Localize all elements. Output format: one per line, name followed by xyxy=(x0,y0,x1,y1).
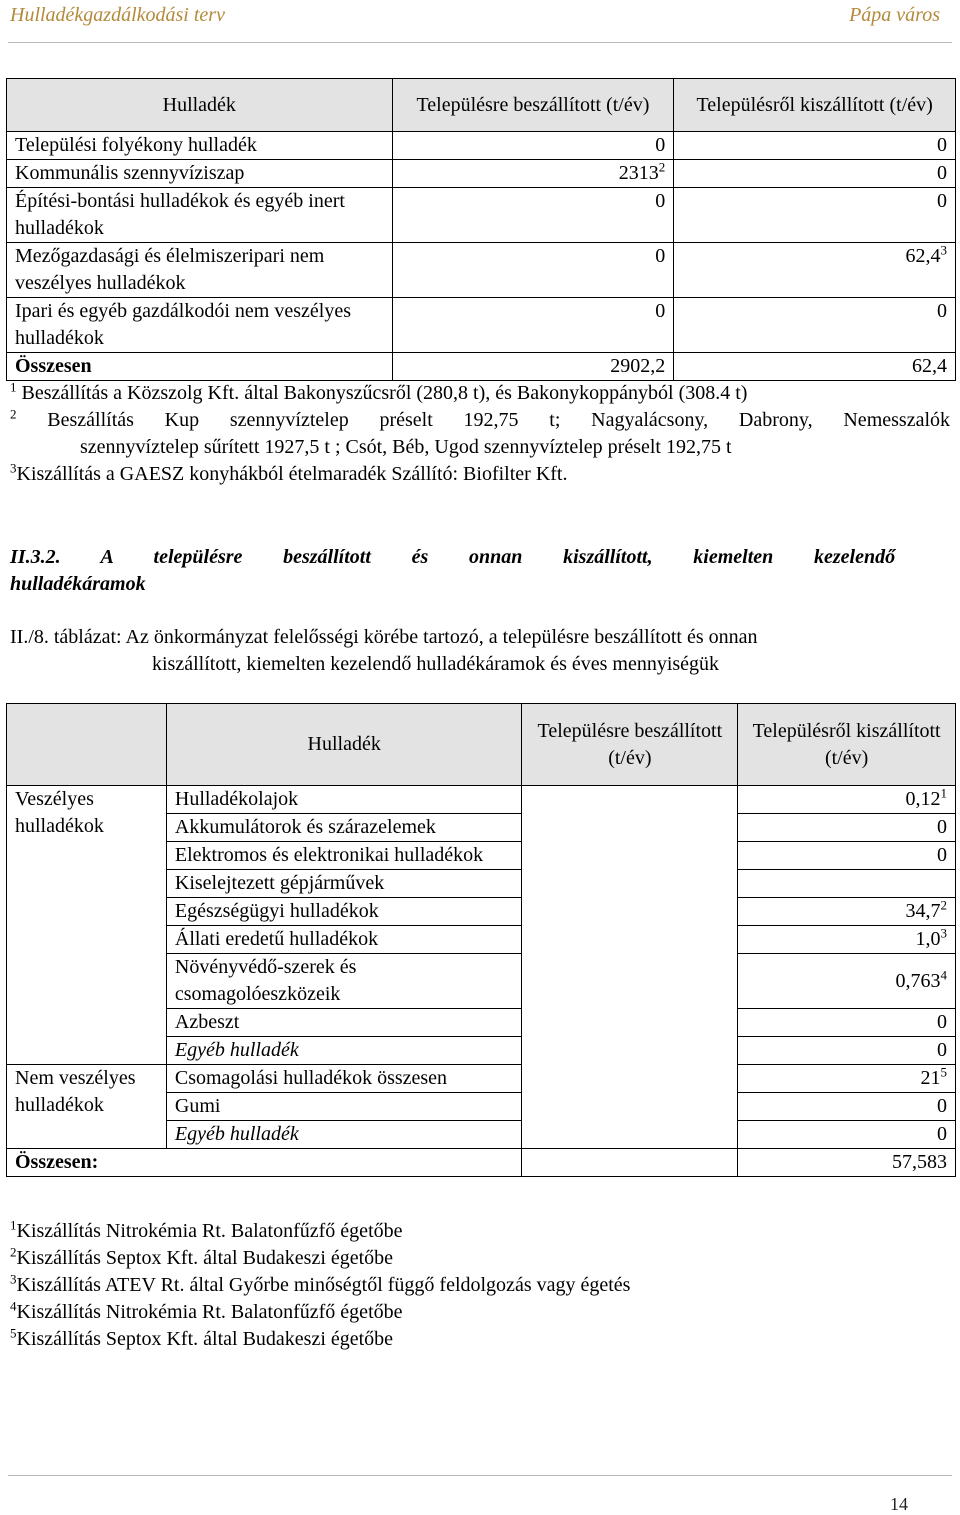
row-name: Települési folyékony hulladék xyxy=(7,132,393,160)
total-label: Összesen xyxy=(7,353,393,381)
row-in-value: 0 xyxy=(655,134,666,156)
row-name: Mezőgazdasági és élelmiszeripari nem veszélyes hulladékok xyxy=(7,243,393,298)
header-divider xyxy=(8,42,952,43)
group-label: Nem veszélyes hulladékok xyxy=(7,1065,167,1149)
total-out: 62,4 xyxy=(674,353,956,381)
row-in xyxy=(392,188,674,243)
table1-body xyxy=(7,132,956,353)
section-title-line1 xyxy=(10,544,895,571)
table-row xyxy=(7,188,956,243)
table1-footnotes xyxy=(10,380,950,488)
row-name: Állati eredetű hulladékok xyxy=(166,926,522,954)
row-name: Hulladékolajok xyxy=(166,786,522,814)
footer-divider xyxy=(8,1475,952,1476)
row-out-value: 0 xyxy=(937,844,947,866)
section-title-word: kiemelten xyxy=(693,546,774,568)
table-row xyxy=(7,1065,956,1093)
row-out-value: 0,763 xyxy=(895,969,941,992)
row-name: Építési-bontási hulladékok és egyéb inert hulladékok xyxy=(7,188,393,243)
row-in xyxy=(522,842,738,870)
row-out-footnote-ref: 3 xyxy=(940,925,947,941)
footnote-2-cont: szennyvíztelep sűrített 1927,5 t ; Csót, Béb, Ugod szennyvíztelep préselt 192,75 t xyxy=(80,436,732,458)
section-title-word: A xyxy=(100,546,113,568)
row-out xyxy=(738,1121,956,1149)
row-in xyxy=(522,814,738,842)
inflow-outflow-table xyxy=(6,78,956,381)
footnote2-4: $^4$Kiszállítás Nitrokémia Rt. Balatonfűzfő égetőbe xyxy=(10,1298,403,1323)
table-row xyxy=(7,132,956,160)
row-out-value: 1,0 xyxy=(915,928,941,950)
table-total-row xyxy=(7,353,956,381)
row-in xyxy=(522,1065,738,1093)
row-in-value: 0 xyxy=(655,300,666,322)
row-out-footnote-ref: 3 xyxy=(940,242,947,258)
row-out-value: 62,4 xyxy=(905,245,941,267)
col-header-out: Településről kiszállított (t/év) xyxy=(674,79,956,132)
row-out-value: 0 xyxy=(937,134,947,156)
footnote-2: $^2$ Beszállítás Kup szennyvíztelep préselt 192,75 t; Nagyalácsony, Dabrony, Nemesszalók xyxy=(10,406,950,431)
footnote2-5: $^5$Kiszállítás Septox Kft. által Budakeszi égetőbe xyxy=(10,1325,394,1350)
row-name: Kommunális szennyvíziszap xyxy=(7,160,393,188)
footnote2-1: $^1$Kiszállítás Nitrokémia Rt. Balatonfűzfő égetőbe xyxy=(10,1217,403,1242)
section-title-word: beszállított xyxy=(283,546,371,568)
row-out xyxy=(738,842,956,870)
section-title-line2: hulladékáramok xyxy=(10,573,146,595)
row-out-value: 34,7 xyxy=(905,900,941,922)
row-out-value: 0 xyxy=(937,162,947,184)
table-header-row xyxy=(7,79,956,132)
row-out xyxy=(738,926,956,954)
table2-header-row xyxy=(7,704,956,786)
header-city: Pápa város xyxy=(849,4,940,26)
section-title-word: kezelendő xyxy=(814,546,896,568)
row-out xyxy=(738,814,956,842)
row-out-value: 0 xyxy=(937,1095,947,1117)
row-out-value: 0 xyxy=(937,1039,947,1061)
row-in xyxy=(522,1093,738,1121)
table2-footnotes xyxy=(10,1218,630,1353)
col-header-in: Településre beszállított (t/év) xyxy=(392,79,674,132)
footnote-1: $^1$ Beszállítás a Közszolg Kft. által Bakonyszűcsről (280,8 t), és Bakonykoppányból (308.4 t) xyxy=(10,379,748,404)
total2-in xyxy=(522,1149,738,1177)
footnote-3: $^3$Kiszállítás a GAESZ konyhákból ételmaradék Szállító: Biofilter Kft. xyxy=(10,460,568,485)
row-out xyxy=(738,954,956,1009)
row-out xyxy=(674,160,956,188)
row-out xyxy=(674,188,956,243)
col-header-out2: Településről kiszállított (t/év) xyxy=(738,704,956,786)
total2-label: Összesen: xyxy=(7,1149,522,1177)
row-in xyxy=(392,243,674,298)
row-in xyxy=(392,160,674,188)
row-out-footnote-ref: 4 xyxy=(940,966,947,982)
row-out xyxy=(674,243,956,298)
row-out-footnote-ref: 2 xyxy=(940,897,947,913)
row-out xyxy=(738,1037,956,1065)
row-out xyxy=(738,1065,956,1093)
row-out xyxy=(738,1009,956,1037)
row-in-footnote-ref: 2 xyxy=(658,159,666,175)
row-out xyxy=(738,870,956,898)
hazardous-waste-table xyxy=(6,703,956,1177)
row-out-value: 21 xyxy=(920,1067,941,1089)
row-in xyxy=(522,870,738,898)
header-empty-cell xyxy=(7,704,167,786)
table-row xyxy=(7,243,956,298)
total-in: 2902,2 xyxy=(392,353,674,381)
row-in xyxy=(522,1037,738,1065)
row-out-value: 0 xyxy=(937,190,947,212)
col-header-in2: Településre beszállított (t/év) xyxy=(522,704,738,786)
table-row xyxy=(7,298,956,353)
row-out xyxy=(674,132,956,160)
row-name: Gumi xyxy=(166,1093,522,1121)
row-out-value: 0,12 xyxy=(905,788,941,810)
col-header-hulladek2: Hulladék xyxy=(166,704,522,786)
footnote2-3: $^3$Kiszállítás ATEV Rt. által Győrbe minőségtől függő feldolgozás vagy égetés xyxy=(10,1271,631,1296)
table2-body xyxy=(7,786,956,1149)
table-row xyxy=(7,786,956,814)
col-header-hulladek: Hulladék xyxy=(7,79,393,132)
table2-total-row xyxy=(7,1149,956,1177)
section-title-word: településre xyxy=(153,546,243,568)
section-title-word: kiszállított, xyxy=(563,546,653,568)
row-out-footnote-ref: 5 xyxy=(940,1064,947,1080)
row-in xyxy=(522,898,738,926)
row-in-value: 2313 xyxy=(618,162,659,184)
row-out xyxy=(738,786,956,814)
row-in xyxy=(522,1121,738,1149)
row-out-footnote-ref: 1 xyxy=(940,785,947,801)
page-number: 14 xyxy=(890,1494,908,1514)
row-out-value: 0 xyxy=(937,1011,947,1033)
section-title-word: onnan xyxy=(469,546,523,568)
row-out xyxy=(738,1093,956,1121)
header-title: Hulladékgazdálkodási terv xyxy=(10,4,225,26)
row-in-value: 0 xyxy=(655,245,666,267)
row-name: Kiselejtezett gépjárművek xyxy=(166,870,522,898)
row-name: Egészségügyi hulladékok xyxy=(166,898,522,926)
row-name: Csomagolási hulladékok összesen xyxy=(166,1065,522,1093)
total2-out: 57,583 xyxy=(738,1149,956,1177)
row-name: Növényvédő-szerek és csomagolóeszközeik xyxy=(166,954,522,1009)
row-out-value: 0 xyxy=(937,300,947,322)
group-label: Veszélyes hulladékok xyxy=(7,786,167,1065)
row-name: Akkumulátorok és szárazelemek xyxy=(166,814,522,842)
footnote2-2: $^2$Kiszállítás Septox Kft. által Budakeszi égetőbe xyxy=(10,1244,394,1269)
row-name: Egyéb hulladék xyxy=(166,1037,522,1065)
row-in xyxy=(522,786,738,814)
row-name: Ipari és egyéb gazdálkodói nem veszélyes hulladékok xyxy=(7,298,393,353)
row-in-value: 0 xyxy=(655,190,666,212)
row-in xyxy=(392,132,674,160)
section-heading xyxy=(10,544,895,598)
row-out-value: 0 xyxy=(937,816,947,838)
row-in xyxy=(522,1009,738,1037)
row-out-value: 0 xyxy=(937,1123,947,1145)
table-caption xyxy=(10,624,910,678)
row-name: Elektromos és elektronikai hulladékok xyxy=(166,842,522,870)
row-in xyxy=(522,926,738,954)
row-out xyxy=(674,298,956,353)
table-row xyxy=(7,160,956,188)
section-title-word: és xyxy=(411,546,429,568)
caption-line2: kiszállított, kiemelten kezelendő hulladékáramok és éves mennyiségük xyxy=(152,653,720,675)
row-in xyxy=(522,954,738,1009)
section-number: II.3.2. xyxy=(10,546,61,568)
row-name: Egyéb hulladék xyxy=(166,1121,522,1149)
row-out xyxy=(738,898,956,926)
caption-line1: II./8. táblázat: Az önkormányzat felelősségi körébe tartozó, a településre beszállított és onnan xyxy=(10,626,758,648)
row-in xyxy=(392,298,674,353)
row-name: Azbeszt xyxy=(166,1009,522,1037)
